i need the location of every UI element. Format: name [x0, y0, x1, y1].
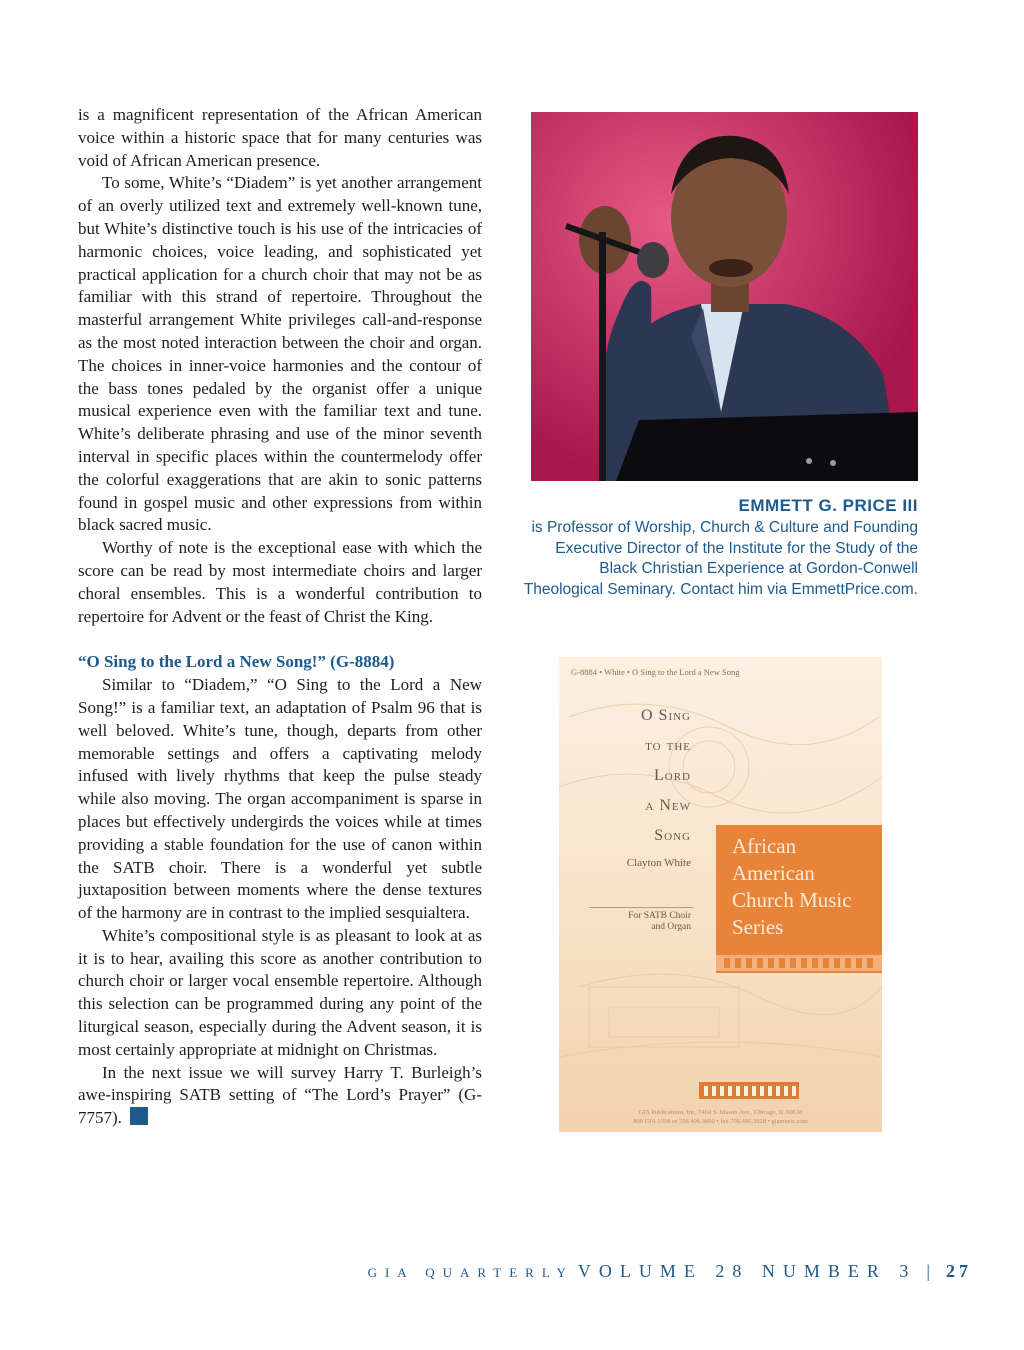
author-name: EMMETT G. PRICE III — [738, 496, 918, 515]
series-title-line: Church Music — [732, 888, 852, 912]
end-mark-square — [130, 1107, 148, 1125]
cover-title-line: Lord — [654, 767, 691, 784]
footer-separator: | — [926, 1261, 930, 1281]
cover-publisher-line: GIA Publications, Inc. 7404 S. Mason Ave., Chicago, IL 60638 — [638, 1109, 803, 1116]
series-title — [732, 833, 852, 941]
author-description: is Professor of Worship, Church & Culture and Founding Executive Director of the Institute for the Study of the Black Christian Experience at Gordon-Conwell Theological Seminary. Contact him via EmmettPrice.com. — [523, 519, 918, 598]
page-footer — [368, 1261, 972, 1282]
cover-catalog-line: G-8884 • White • O Sing to the Lord a New Song — [571, 667, 740, 677]
series-title-line: Series — [732, 915, 784, 939]
cover-publisher-line: 800 GIA 1358 or 708.496.3800 • fax 708.496.3828 • giamusic.com — [633, 1118, 808, 1125]
singer-illustration — [531, 112, 918, 481]
article-paragraph-3: Worthy of note is the exceptional ease with which the score can be read by most intermediate choirs and larger choral ensembles. This is a wonderful contribution to repertoire for Advent or the feast of Christ the King. — [78, 538, 482, 626]
footer-publication: GIA QUARTERLY — [367, 1265, 574, 1280]
article-column — [78, 104, 482, 1130]
series-keyboard-strip — [716, 953, 882, 973]
article-paragraph-5: White’s compositional style is as pleasant to look at as it is to hear, availing this score as another contribution to church choir or larger vocal ensemble repertoire. Although this selection can be programmed during any point of the liturgical season, especially during the Advent season, it is most certainly appropriate at midnight on Christmas. — [78, 925, 482, 1059]
cover-voicing — [628, 911, 691, 933]
author-photo — [531, 112, 918, 481]
cover-title — [641, 701, 691, 851]
cover-title-line: Song — [654, 827, 691, 844]
series-title-line: American — [732, 861, 815, 885]
page-number: 27 — [946, 1261, 972, 1281]
article-paragraph-6-text: In the next issue we will survey Harry T. Burleigh’s awe-inspiring SATB setting of “The Lord’s Prayer” (G-7757). — [78, 1062, 482, 1128]
footer-volume: VOLUME 28 NUMBER 3 — [577, 1261, 917, 1281]
author-bio — [520, 494, 918, 600]
section-heading: “O Sing to the Lord a New Song!” (G-8884) — [78, 652, 395, 672]
article-paragraph-6 — [78, 1062, 482, 1130]
score-cover-image — [559, 657, 882, 1132]
series-title-line: African — [732, 834, 797, 858]
cover-voicing-line: For SATB Choir — [628, 911, 691, 921]
cover-title-line: to the — [645, 737, 691, 754]
cover-title-line: O Sing — [640, 707, 691, 724]
article-paragraph-4: Similar to “Diadem,” “O Sing to the Lord a New Song!” is a familiar text, an adaptation of Psalm 96 that is well beloved. White’s tune, though, departs from other memorable settings and offers a captivating melody infused with lively rhythms that keep the pulse steady while also moving. The organ accompaniment is sparse in places but effectively undergirds the voices while at times providing a stable foundation for the use of canon within the SATB choir. There is a wonderful yet subtle juxtaposition between moments where the dense textures of the harmony are in contrast to the implied sesquialtera. — [78, 675, 482, 923]
cover-voicing-line: and Organ — [651, 922, 691, 932]
series-badge — [716, 825, 882, 973]
cover-publisher-info — [559, 1108, 882, 1126]
cover-composer: Clayton White — [626, 857, 691, 869]
article-paragraph-1: is a magnificent representation of the African American voice within a historic space that for many centuries was void of African American presence. — [78, 105, 482, 170]
cover-divider — [589, 907, 693, 908]
article-paragraph-2: To some, White’s “Diadem” is yet another arrangement of an overly utilized text and extremely well-known tune, but White’s distinctive touch is his use of the intricacies of harmonic choices, voice leading, and sophisticated yet practical application for a church choir that may not be as familiar with this strand of repertoire. Throughout the masterful arrangement White privileges call-and-response as the most noted interaction between the choir and organ. The choices in inner-voice harmonies and the contour of the bass tones pedaled by the organist offer a unique musical experience even with the familiar text and tune. White’s deliberate phrasing and use of the minor seventh interval in specific places within the countermelody offer the colorful exaggerations that are akin to sonic patterns found in gospel music and other expressions from within black sacred music. — [78, 173, 482, 535]
cover-title-line: a New — [645, 797, 691, 814]
